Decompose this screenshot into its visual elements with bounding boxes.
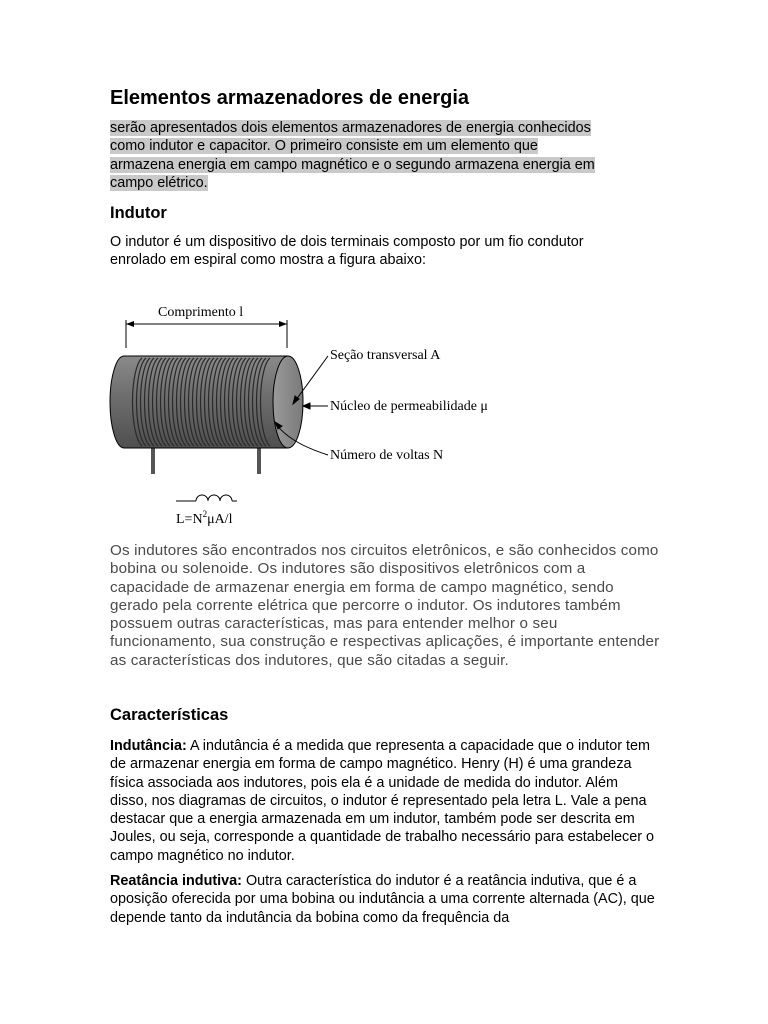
label-voltas: Número de voltas N <box>330 448 444 463</box>
inductor-symbol-icon <box>176 495 237 501</box>
indutancia-paragraph <box>110 737 658 865</box>
indutor-description: O indutor é um dispositivo de dois terminais composto por um fio condutor enrolado em espiral como mostra a figura abaixo: <box>110 234 584 269</box>
heading-indutor: Indutor <box>110 204 167 222</box>
label-secao: Seção transversal A <box>330 348 441 363</box>
intro-line-2: como indutor e capacitor. O primeiro consiste em um elemento que <box>110 138 538 155</box>
intro-line-4: campo elétrico. <box>110 174 208 191</box>
intro-line-3: armazena energia em campo magnético e o segundo armazena energia em <box>110 156 595 173</box>
page-title: Elementos armazenadores de energia <box>110 87 470 109</box>
label-comprimento: Comprimento l <box>158 305 244 320</box>
formula-suffix: μA/l <box>207 512 233 527</box>
reatancia-paragraph <box>110 872 658 927</box>
indutancia-label: Indutância: <box>110 738 187 754</box>
label-nucleo: Núcleo de permeabilidade μ <box>330 399 488 414</box>
inductance-formula <box>176 509 233 527</box>
reatancia-text: Outra característica do indutor é a reatância indutiva, que é a oposição oferecida por uma bobina ou indutância a uma corrente alternada (AC), que depende tanto da indutância da bobina como da frequência da <box>110 873 655 926</box>
heading-caracteristicas: Características <box>110 706 229 724</box>
intro-highlighted-paragraph <box>110 119 650 192</box>
reatancia-label: Reatância indutiva: <box>110 873 242 889</box>
terminal-left <box>151 446 155 474</box>
formula-exponent: 2 <box>202 509 208 519</box>
terminal-right <box>257 446 261 474</box>
intro-line-1: serão apresentados dois elementos armazenadores de energia conhecidos <box>110 120 591 136</box>
indutores-overview-paragraph: Os indutores são encontrados nos circuitos eletrônicos, e são conhecidos como bobina ou solenoide. Os indutores são dispositivos eletrônicos com a capacidade de armazenar energia em forma de campo magnético, sendo gerado pela corrente elétrica que percorre o indutor. Os indutores também possuem outras características, mas para entender melhor o seu funcionamento, sua construção e respectivas aplicações, é importante entender as características dos indutores, que são citadas a seguir. <box>110 542 660 669</box>
formula-prefix: L=N <box>176 512 203 527</box>
inductor-cylinder <box>110 356 303 448</box>
length-dimension <box>126 320 287 348</box>
inductor-diagram <box>100 296 520 532</box>
indutancia-text: A indutância é a medida que representa a capacidade que o indutor tem de armazenar energia em forma de campo magnético. Henry (H) é uma grandeza física associada aos indutores, pois ela é a unidade de medida do indutor. Além disso, nos diagramas de circuitos, o indutor é representado pela letra L. Vale a pena destacar que a energia armazenada em um indutor, também pode ser descrita em Joules, ou seja, corresponde a quantidade de trabalho necessário para estabelecer o campo magnético no indutor. <box>110 738 655 864</box>
